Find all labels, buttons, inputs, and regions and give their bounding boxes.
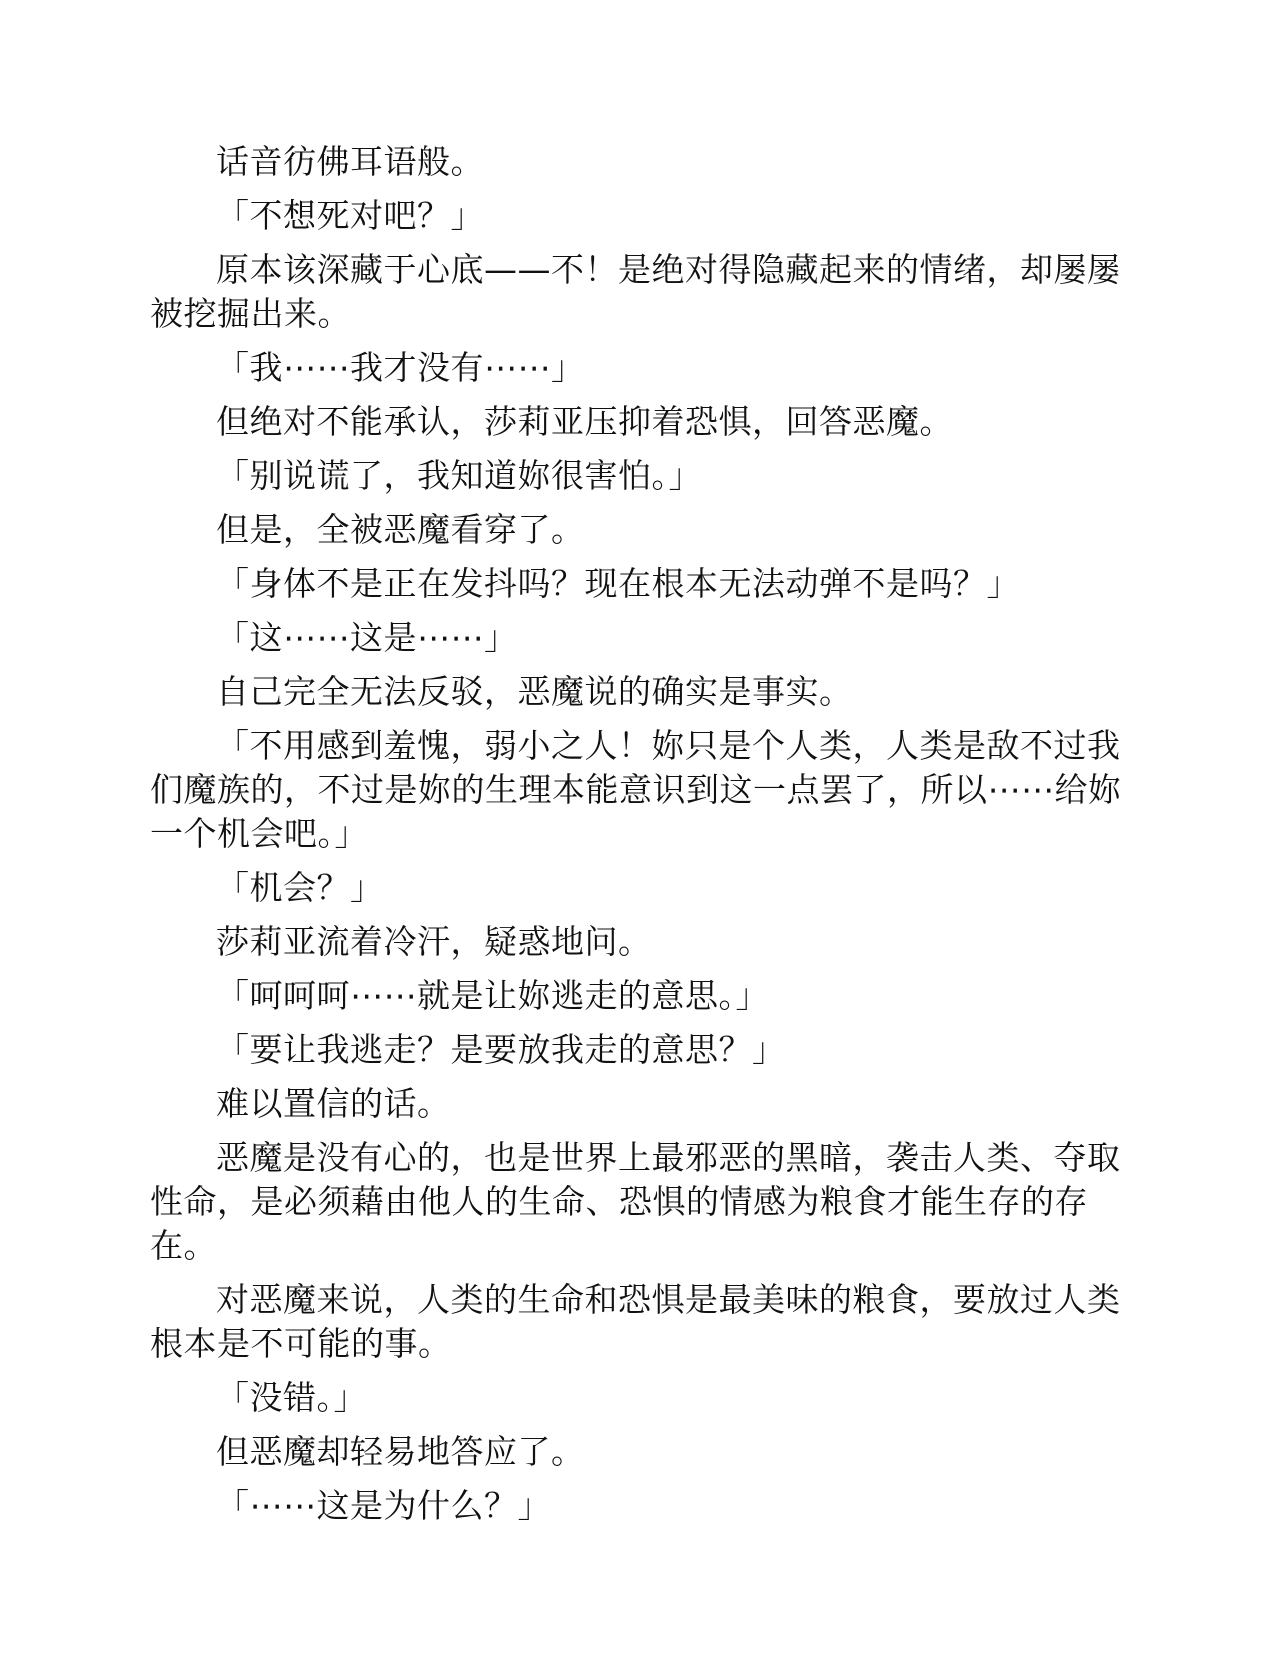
paragraph: 「这⋯⋯这是⋯⋯」 bbox=[216, 618, 518, 657]
paragraph: 对恶魔来说，人类的生命和恐惧是最美味的粮食，要放过人类根本是不可能的事。 bbox=[150, 1280, 1121, 1363]
paragraph: 「不用感到羞愧，弱小之人！妳只是个人类，人类是敌不过我们魔族的，不过是妳的生理本能意识到这一点罢了，所以⋯⋯给妳一个机会吧。」 bbox=[150, 726, 1122, 853]
paragraph: 「要让我逃走？是要放我走的意思？」 bbox=[216, 1030, 786, 1069]
paragraph: 恶魔是没有心的，也是世界上最邪恶的黑暗，袭击人类、夺取性命，是必须藉由他人的生命、恐惧的情感为粮食才能生存的存在。 bbox=[150, 1138, 1121, 1265]
paragraph: 「别说谎了，我知道妳很害怕。」 bbox=[216, 456, 702, 495]
paragraph: 但恶魔却轻易地答应了。 bbox=[216, 1432, 585, 1471]
paragraph: 难以置信的话。 bbox=[216, 1084, 451, 1123]
paragraph: 「不想死对吧？」 bbox=[216, 196, 484, 235]
paragraph: 话音彷佛耳语般。 bbox=[216, 142, 484, 181]
paragraph: 「机会？」 bbox=[216, 868, 384, 907]
paragraph: 自己完全无法反驳，恶魔说的确实是事实。 bbox=[216, 672, 853, 711]
paragraph: 原本该深藏于心底——不！是绝对得隐藏起来的情绪，却屡屡被挖掘出来。 bbox=[150, 250, 1121, 333]
paragraph: 「我⋯⋯我才没有⋯⋯」 bbox=[216, 348, 585, 387]
paragraph: 「没错。」 bbox=[216, 1378, 367, 1417]
paragraph: 莎莉亚流着冷汗，疑惑地问。 bbox=[216, 922, 652, 961]
paragraph: 但绝对不能承认，莎莉亚压抑着恐惧，回答恶魔。 bbox=[216, 402, 953, 441]
paragraph: 「呵呵呵⋯⋯就是让妳逃走的意思。」 bbox=[216, 976, 769, 1015]
body-text bbox=[150, 140, 1140, 1538]
paragraph: 「身体不是正在发抖吗？现在根本无法动弹不是吗？」 bbox=[216, 564, 1020, 603]
paragraph: 但是，全被恶魔看穿了。 bbox=[216, 510, 585, 549]
paragraph: 「⋯⋯这是为什么？」 bbox=[216, 1486, 551, 1525]
